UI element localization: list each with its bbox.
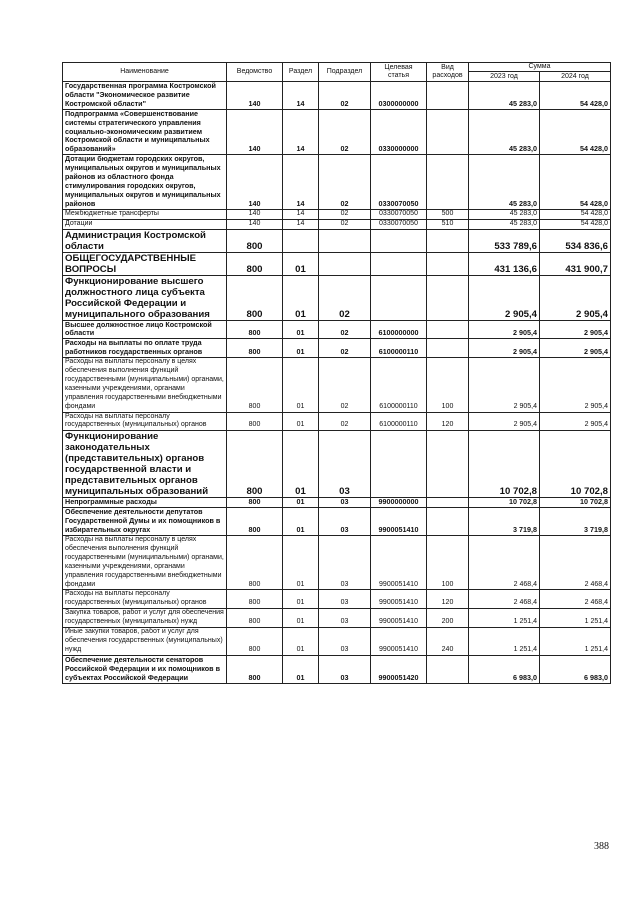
cell-2023: 10 702,8 <box>469 498 540 508</box>
cell-subsection <box>319 229 371 252</box>
table-row <box>63 275 611 320</box>
cell-name: Дотации <box>63 219 227 229</box>
table-row <box>63 358 611 412</box>
cell-name: Расходы на выплаты персоналу в целях обеспечения выполнения функций государственными (муниципальными) органами, казенными учреждениями, органами управления государственными внебюджетными фондами <box>63 536 227 590</box>
cell-type <box>427 252 469 275</box>
cell-name: Государственная программа Костромской области "Экономическое развитие Костромской области" <box>63 82 227 110</box>
cell-type: 100 <box>427 358 469 412</box>
cell-name: Расходы на выплаты по оплате труда работников государственных органов <box>63 339 227 358</box>
cell-dept: 140 <box>227 219 283 229</box>
header-2023: 2023 год <box>469 72 540 82</box>
cell-section: 01 <box>283 275 319 320</box>
cell-2024: 2 905,4 <box>540 358 611 412</box>
cell-section: 01 <box>283 320 319 339</box>
cell-type <box>427 82 469 110</box>
cell-target <box>371 229 427 252</box>
cell-section: 01 <box>283 508 319 536</box>
cell-subsection: 03 <box>319 536 371 590</box>
table-row <box>63 339 611 358</box>
cell-name: Закупка товаров, работ и услуг для обеспечения государственных (муниципальных) нужд <box>63 609 227 628</box>
cell-subsection: 03 <box>319 609 371 628</box>
cell-dept: 800 <box>227 412 283 431</box>
cell-2023: 6 983,0 <box>469 655 540 683</box>
table-row <box>63 609 611 628</box>
cell-dept: 140 <box>227 209 283 219</box>
cell-section: 01 <box>283 609 319 628</box>
cell-2024: 534 836,6 <box>540 229 611 252</box>
cell-2023: 2 468,4 <box>469 536 540 590</box>
cell-section: 01 <box>283 252 319 275</box>
cell-section <box>283 229 319 252</box>
cell-type <box>427 109 469 155</box>
cell-type <box>427 655 469 683</box>
cell-subsection: 02 <box>319 109 371 155</box>
cell-target <box>371 431 427 498</box>
table-row <box>63 219 611 229</box>
cell-2023: 3 719,8 <box>469 508 540 536</box>
cell-subsection: 03 <box>319 655 371 683</box>
cell-type <box>427 320 469 339</box>
cell-name: Дотации бюджетам городских округов, муниципальных округов и муниципальных районов из областного фонда стимулирования городских округов, муниципальных округов и муниципальных районов <box>63 155 227 209</box>
cell-dept: 800 <box>227 628 283 656</box>
cell-section: 01 <box>283 412 319 431</box>
cell-name: Расходы на выплаты персоналу в целях обеспечения выполнения функций государственными (муниципальными) органами, казенными учреждениями, органами управления государственными внебюджетными фондами <box>63 358 227 412</box>
cell-name: Обеспечение деятельности депутатов Государственной Думы и их помощников в избирательных округах <box>63 508 227 536</box>
cell-type: 120 <box>427 412 469 431</box>
cell-section: 01 <box>283 590 319 609</box>
table-body <box>63 82 611 684</box>
cell-subsection: 02 <box>319 358 371 412</box>
header-target: Целевая статья <box>371 63 427 82</box>
table-row <box>63 229 611 252</box>
table-row <box>63 431 611 498</box>
cell-section: 14 <box>283 109 319 155</box>
cell-target: 9900051410 <box>371 590 427 609</box>
cell-2024: 6 983,0 <box>540 655 611 683</box>
cell-2024: 54 428,0 <box>540 219 611 229</box>
cell-type <box>427 339 469 358</box>
cell-subsection: 03 <box>319 498 371 508</box>
budget-table <box>62 62 611 684</box>
cell-2023: 45 283,0 <box>469 219 540 229</box>
cell-section: 01 <box>283 498 319 508</box>
cell-2023: 1 251,4 <box>469 609 540 628</box>
table-row <box>63 252 611 275</box>
cell-dept: 800 <box>227 358 283 412</box>
cell-subsection: 02 <box>319 155 371 209</box>
cell-target: 9900000000 <box>371 498 427 508</box>
cell-2023: 45 283,0 <box>469 209 540 219</box>
cell-2023: 2 905,4 <box>469 412 540 431</box>
cell-type: 100 <box>427 536 469 590</box>
cell-subsection: 03 <box>319 508 371 536</box>
cell-2024: 431 900,7 <box>540 252 611 275</box>
cell-type: 240 <box>427 628 469 656</box>
cell-type: 200 <box>427 609 469 628</box>
cell-target <box>371 252 427 275</box>
header-dept: Ведомство <box>227 63 283 82</box>
cell-name: Расходы на выплаты персоналу государственных (муниципальных) органов <box>63 590 227 609</box>
cell-2024: 2 905,4 <box>540 320 611 339</box>
header-type: Вид расходов <box>427 63 469 82</box>
header-sum: Сумма <box>469 63 611 72</box>
cell-subsection: 03 <box>319 628 371 656</box>
cell-2024: 10 702,8 <box>540 498 611 508</box>
page-number: 388 <box>594 841 609 852</box>
cell-type: 500 <box>427 209 469 219</box>
cell-2023: 45 283,0 <box>469 82 540 110</box>
cell-2024: 2 905,4 <box>540 339 611 358</box>
cell-name: Функционирование законодательных (представительных) органов государственной власти и представительных органов муниципальных образований <box>63 431 227 498</box>
cell-name: Обеспечение деятельности сенаторов Российской Федерации и их помощников в субъектах Российской Федерации <box>63 655 227 683</box>
cell-name: Расходы на выплаты персоналу государственных (муниципальных) органов <box>63 412 227 431</box>
table-row <box>63 508 611 536</box>
table-row <box>63 655 611 683</box>
cell-type <box>427 155 469 209</box>
cell-target: 0330000000 <box>371 109 427 155</box>
cell-2024: 2 905,4 <box>540 412 611 431</box>
cell-dept: 800 <box>227 275 283 320</box>
cell-target: 9900051420 <box>371 655 427 683</box>
cell-target: 0330070050 <box>371 155 427 209</box>
cell-2023: 2 905,4 <box>469 339 540 358</box>
cell-target <box>371 275 427 320</box>
header-name: Наименование <box>63 63 227 82</box>
cell-section: 01 <box>283 655 319 683</box>
cell-name: Межбюджетные трансферты <box>63 209 227 219</box>
cell-subsection: 03 <box>319 431 371 498</box>
cell-2024: 2 468,4 <box>540 536 611 590</box>
cell-dept: 140 <box>227 82 283 110</box>
cell-target: 9900051410 <box>371 628 427 656</box>
cell-name: Подпрограмма «Совершенствование системы стратегического управления социально-экономическим развитием Костромской области и муниципальных образований» <box>63 109 227 155</box>
cell-2024: 54 428,0 <box>540 155 611 209</box>
table-row <box>63 109 611 155</box>
table-row <box>63 82 611 110</box>
cell-section: 01 <box>283 536 319 590</box>
table-row <box>63 498 611 508</box>
cell-target: 0330070050 <box>371 219 427 229</box>
cell-target: 0330070050 <box>371 209 427 219</box>
cell-dept: 800 <box>227 252 283 275</box>
cell-2024: 54 428,0 <box>540 109 611 155</box>
cell-dept: 800 <box>227 536 283 590</box>
cell-2024: 2 905,4 <box>540 275 611 320</box>
cell-2023: 1 251,4 <box>469 628 540 656</box>
cell-target: 0300000000 <box>371 82 427 110</box>
cell-target: 6100000110 <box>371 339 427 358</box>
cell-2024: 1 251,4 <box>540 628 611 656</box>
cell-name: ОБЩЕГОСУДАРСТВЕННЫЕ ВОПРОСЫ <box>63 252 227 275</box>
cell-target: 6100000110 <box>371 358 427 412</box>
cell-section: 01 <box>283 431 319 498</box>
cell-2024: 2 468,4 <box>540 590 611 609</box>
table-row <box>63 536 611 590</box>
cell-2023: 45 283,0 <box>469 155 540 209</box>
cell-2023: 2 468,4 <box>469 590 540 609</box>
header-2024: 2024 год <box>540 72 611 82</box>
cell-subsection: 02 <box>319 412 371 431</box>
table-row <box>63 590 611 609</box>
cell-subsection: 02 <box>319 219 371 229</box>
cell-dept: 800 <box>227 609 283 628</box>
header-subsection: Подраздел <box>319 63 371 82</box>
header-section: Раздел <box>283 63 319 82</box>
cell-2023: 533 789,6 <box>469 229 540 252</box>
cell-2024: 1 251,4 <box>540 609 611 628</box>
cell-target: 9900051410 <box>371 609 427 628</box>
cell-2024: 54 428,0 <box>540 82 611 110</box>
cell-section: 14 <box>283 219 319 229</box>
cell-type <box>427 275 469 320</box>
cell-dept: 800 <box>227 431 283 498</box>
cell-type <box>427 229 469 252</box>
cell-section: 01 <box>283 339 319 358</box>
cell-section: 01 <box>283 628 319 656</box>
cell-2023: 45 283,0 <box>469 109 540 155</box>
cell-subsection: 02 <box>319 339 371 358</box>
cell-subsection: 02 <box>319 275 371 320</box>
table-row <box>63 412 611 431</box>
table-row <box>63 320 611 339</box>
cell-name: Иные закупки товаров, работ и услуг для обеспечения государственных (муниципальных) нужд <box>63 628 227 656</box>
cell-dept: 800 <box>227 339 283 358</box>
cell-dept: 800 <box>227 508 283 536</box>
cell-dept: 140 <box>227 155 283 209</box>
cell-2024: 54 428,0 <box>540 209 611 219</box>
table-row <box>63 209 611 219</box>
cell-2024: 3 719,8 <box>540 508 611 536</box>
cell-section: 14 <box>283 209 319 219</box>
cell-2024: 10 702,8 <box>540 431 611 498</box>
cell-name: Высшее должностное лицо Костромской области <box>63 320 227 339</box>
cell-dept: 800 <box>227 655 283 683</box>
cell-dept: 800 <box>227 320 283 339</box>
cell-2023: 10 702,8 <box>469 431 540 498</box>
table-row <box>63 155 611 209</box>
cell-subsection: 02 <box>319 82 371 110</box>
cell-type <box>427 498 469 508</box>
cell-2023: 2 905,4 <box>469 358 540 412</box>
cell-target: 9900051410 <box>371 536 427 590</box>
cell-2023: 2 905,4 <box>469 275 540 320</box>
cell-section: 01 <box>283 358 319 412</box>
cell-subsection <box>319 252 371 275</box>
cell-name: Непрограммные расходы <box>63 498 227 508</box>
cell-dept: 800 <box>227 229 283 252</box>
cell-type: 120 <box>427 590 469 609</box>
cell-name: Администрация Костромской области <box>63 229 227 252</box>
table-row <box>63 628 611 656</box>
cell-2023: 431 136,6 <box>469 252 540 275</box>
cell-dept: 140 <box>227 109 283 155</box>
cell-dept: 800 <box>227 498 283 508</box>
cell-target: 9900051410 <box>371 508 427 536</box>
cell-subsection: 02 <box>319 320 371 339</box>
cell-target: 6100000110 <box>371 412 427 431</box>
cell-section: 14 <box>283 82 319 110</box>
cell-target: 6100000000 <box>371 320 427 339</box>
cell-subsection: 02 <box>319 209 371 219</box>
cell-type <box>427 508 469 536</box>
cell-type: 510 <box>427 219 469 229</box>
cell-subsection: 03 <box>319 590 371 609</box>
cell-dept: 800 <box>227 590 283 609</box>
cell-type <box>427 431 469 498</box>
cell-2023: 2 905,4 <box>469 320 540 339</box>
cell-section: 14 <box>283 155 319 209</box>
cell-name: Функционирование высшего должностного лица субъекта Российской Федерации и муниципального образования <box>63 275 227 320</box>
